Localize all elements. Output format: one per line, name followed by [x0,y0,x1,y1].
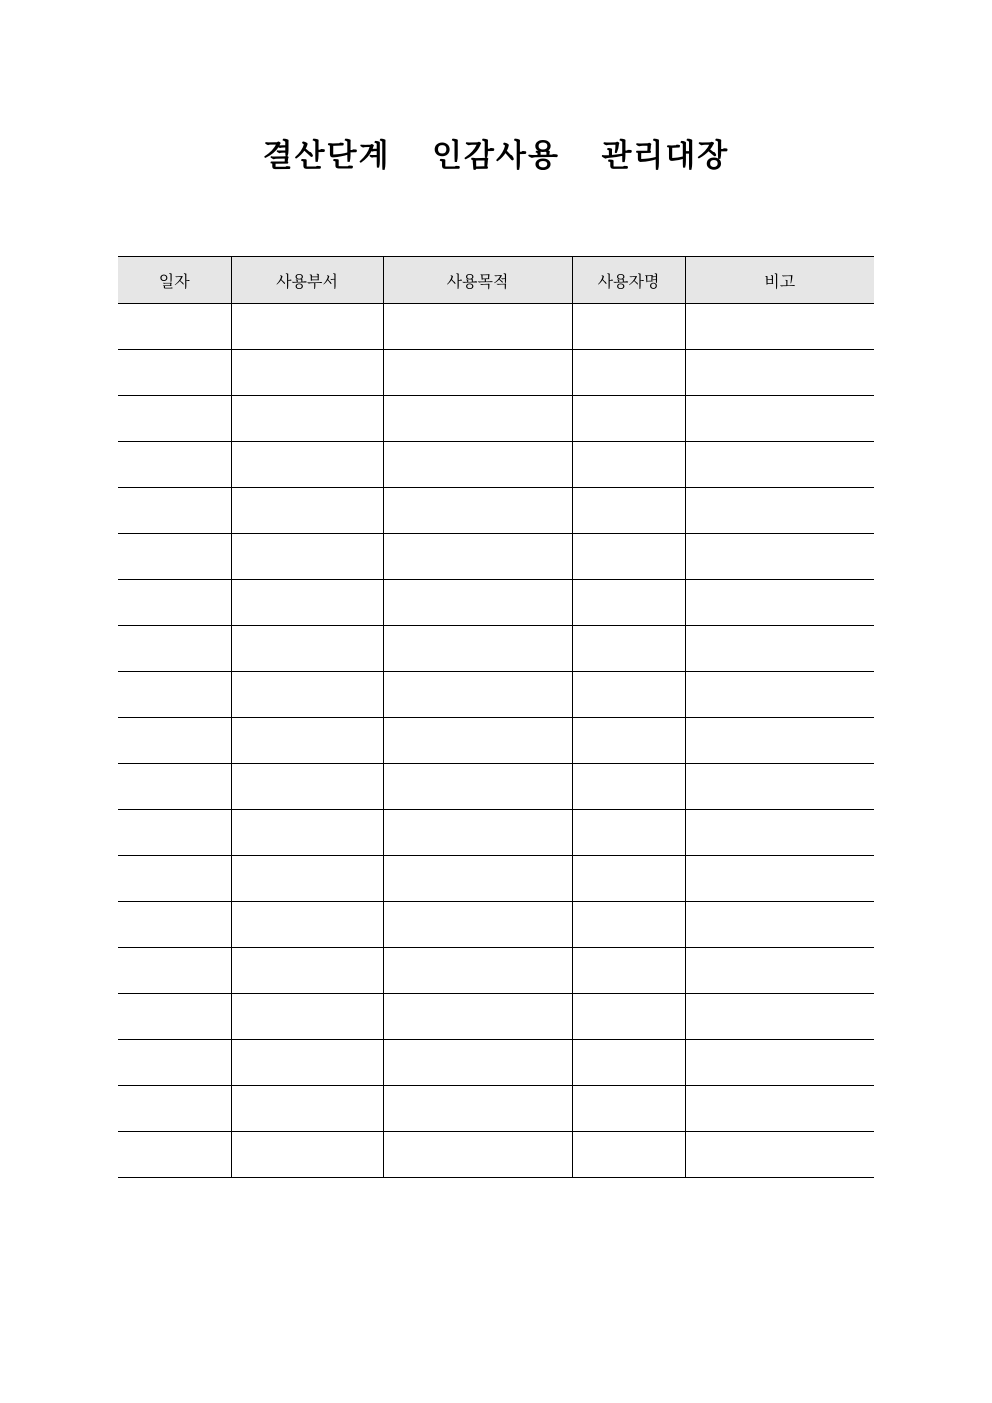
remarks-cell[interactable] [685,902,874,948]
date-cell[interactable] [118,764,231,810]
remarks-cell[interactable] [685,1086,874,1132]
table-row [118,396,874,442]
user-name-cell[interactable] [572,580,685,626]
user-name-cell[interactable] [572,672,685,718]
table-row [118,488,874,534]
date-cell[interactable] [118,488,231,534]
department-cell[interactable] [231,350,383,396]
table-header-row [118,257,874,304]
date-cell[interactable] [118,718,231,764]
user-name-cell[interactable] [572,902,685,948]
remarks-cell[interactable] [685,672,874,718]
table-row [118,948,874,994]
table-row [118,718,874,764]
department-cell[interactable] [231,580,383,626]
table-row [118,534,874,580]
table-row [118,672,874,718]
date-cell[interactable] [118,994,231,1040]
department-cell[interactable] [231,856,383,902]
table-row [118,304,874,350]
remarks-cell[interactable] [685,534,874,580]
department-cell[interactable] [231,810,383,856]
date-cell[interactable] [118,948,231,994]
purpose-cell[interactable] [383,1040,572,1086]
table-row [118,580,874,626]
date-cell[interactable] [118,810,231,856]
date-cell[interactable] [118,580,231,626]
remarks-cell[interactable] [685,1132,874,1178]
table-row [118,442,874,488]
remarks-cell[interactable] [685,856,874,902]
purpose-cell[interactable] [383,718,572,764]
date-cell[interactable] [118,902,231,948]
purpose-cell[interactable] [383,1086,572,1132]
remarks-cell[interactable] [685,626,874,672]
purpose-cell[interactable] [383,672,572,718]
purpose-cell[interactable] [383,442,572,488]
remarks-cell[interactable] [685,948,874,994]
date-cell[interactable] [118,856,231,902]
table-row [118,1040,874,1086]
purpose-cell[interactable] [383,350,572,396]
remarks-cell[interactable] [685,580,874,626]
purpose-cell[interactable] [383,1132,572,1178]
header-department: 사용부서 [231,257,383,304]
department-cell[interactable] [231,1132,383,1178]
table-row [118,764,874,810]
date-cell[interactable] [118,1040,231,1086]
date-cell[interactable] [118,396,231,442]
remarks-cell[interactable] [685,304,874,350]
department-cell[interactable] [231,1086,383,1132]
department-cell[interactable] [231,626,383,672]
table-row [118,902,874,948]
user-name-cell[interactable] [572,810,685,856]
department-cell[interactable] [231,304,383,350]
purpose-cell[interactable] [383,810,572,856]
department-cell[interactable] [231,902,383,948]
user-name-cell[interactable] [572,1132,685,1178]
header-remarks: 비고 [685,257,874,304]
date-cell[interactable] [118,672,231,718]
user-name-cell[interactable] [572,948,685,994]
user-name-cell[interactable] [572,488,685,534]
purpose-cell[interactable] [383,304,572,350]
department-cell[interactable] [231,672,383,718]
remarks-cell[interactable] [685,350,874,396]
table-row [118,1132,874,1178]
date-cell[interactable] [118,442,231,488]
purpose-cell[interactable] [383,626,572,672]
user-name-cell[interactable] [572,1086,685,1132]
date-cell[interactable] [118,1086,231,1132]
department-cell[interactable] [231,718,383,764]
remarks-cell[interactable] [685,396,874,442]
department-cell[interactable] [231,534,383,580]
remarks-cell[interactable] [685,994,874,1040]
department-cell[interactable] [231,948,383,994]
purpose-cell[interactable] [383,902,572,948]
user-name-cell[interactable] [572,994,685,1040]
date-cell[interactable] [118,1132,231,1178]
date-cell[interactable] [118,304,231,350]
header-date: 일자 [118,257,231,304]
user-name-cell[interactable] [572,396,685,442]
user-name-cell[interactable] [572,534,685,580]
remarks-cell[interactable] [685,718,874,764]
user-name-cell[interactable] [572,718,685,764]
remarks-cell[interactable] [685,442,874,488]
remarks-cell[interactable] [685,764,874,810]
user-name-cell[interactable] [572,626,685,672]
date-cell[interactable] [118,626,231,672]
seal-usage-ledger-table [118,256,874,1178]
table-body [118,304,874,1178]
table-row [118,810,874,856]
purpose-cell[interactable] [383,764,572,810]
user-name-cell[interactable] [572,1040,685,1086]
remarks-cell[interactable] [685,810,874,856]
department-cell[interactable] [231,488,383,534]
table-row [118,994,874,1040]
remarks-cell[interactable] [685,1040,874,1086]
department-cell[interactable] [231,396,383,442]
department-cell[interactable] [231,764,383,810]
purpose-cell[interactable] [383,948,572,994]
user-name-cell[interactable] [572,764,685,810]
header-purpose: 사용목적 [383,257,572,304]
table-row [118,350,874,396]
user-name-cell[interactable] [572,304,685,350]
user-name-cell[interactable] [572,856,685,902]
purpose-cell[interactable] [383,488,572,534]
department-cell[interactable] [231,442,383,488]
department-cell[interactable] [231,994,383,1040]
table-row [118,856,874,902]
purpose-cell[interactable] [383,994,572,1040]
user-name-cell[interactable] [572,350,685,396]
header-user-name: 사용자명 [572,257,685,304]
date-cell[interactable] [118,350,231,396]
page-title: 결산단계 인감사용 관리대장 [262,138,730,174]
department-cell[interactable] [231,1040,383,1086]
date-cell[interactable] [118,534,231,580]
table-row [118,1086,874,1132]
remarks-cell[interactable] [685,488,874,534]
purpose-cell[interactable] [383,580,572,626]
purpose-cell[interactable] [383,396,572,442]
purpose-cell[interactable] [383,856,572,902]
purpose-cell[interactable] [383,534,572,580]
table-row [118,626,874,672]
user-name-cell[interactable] [572,442,685,488]
